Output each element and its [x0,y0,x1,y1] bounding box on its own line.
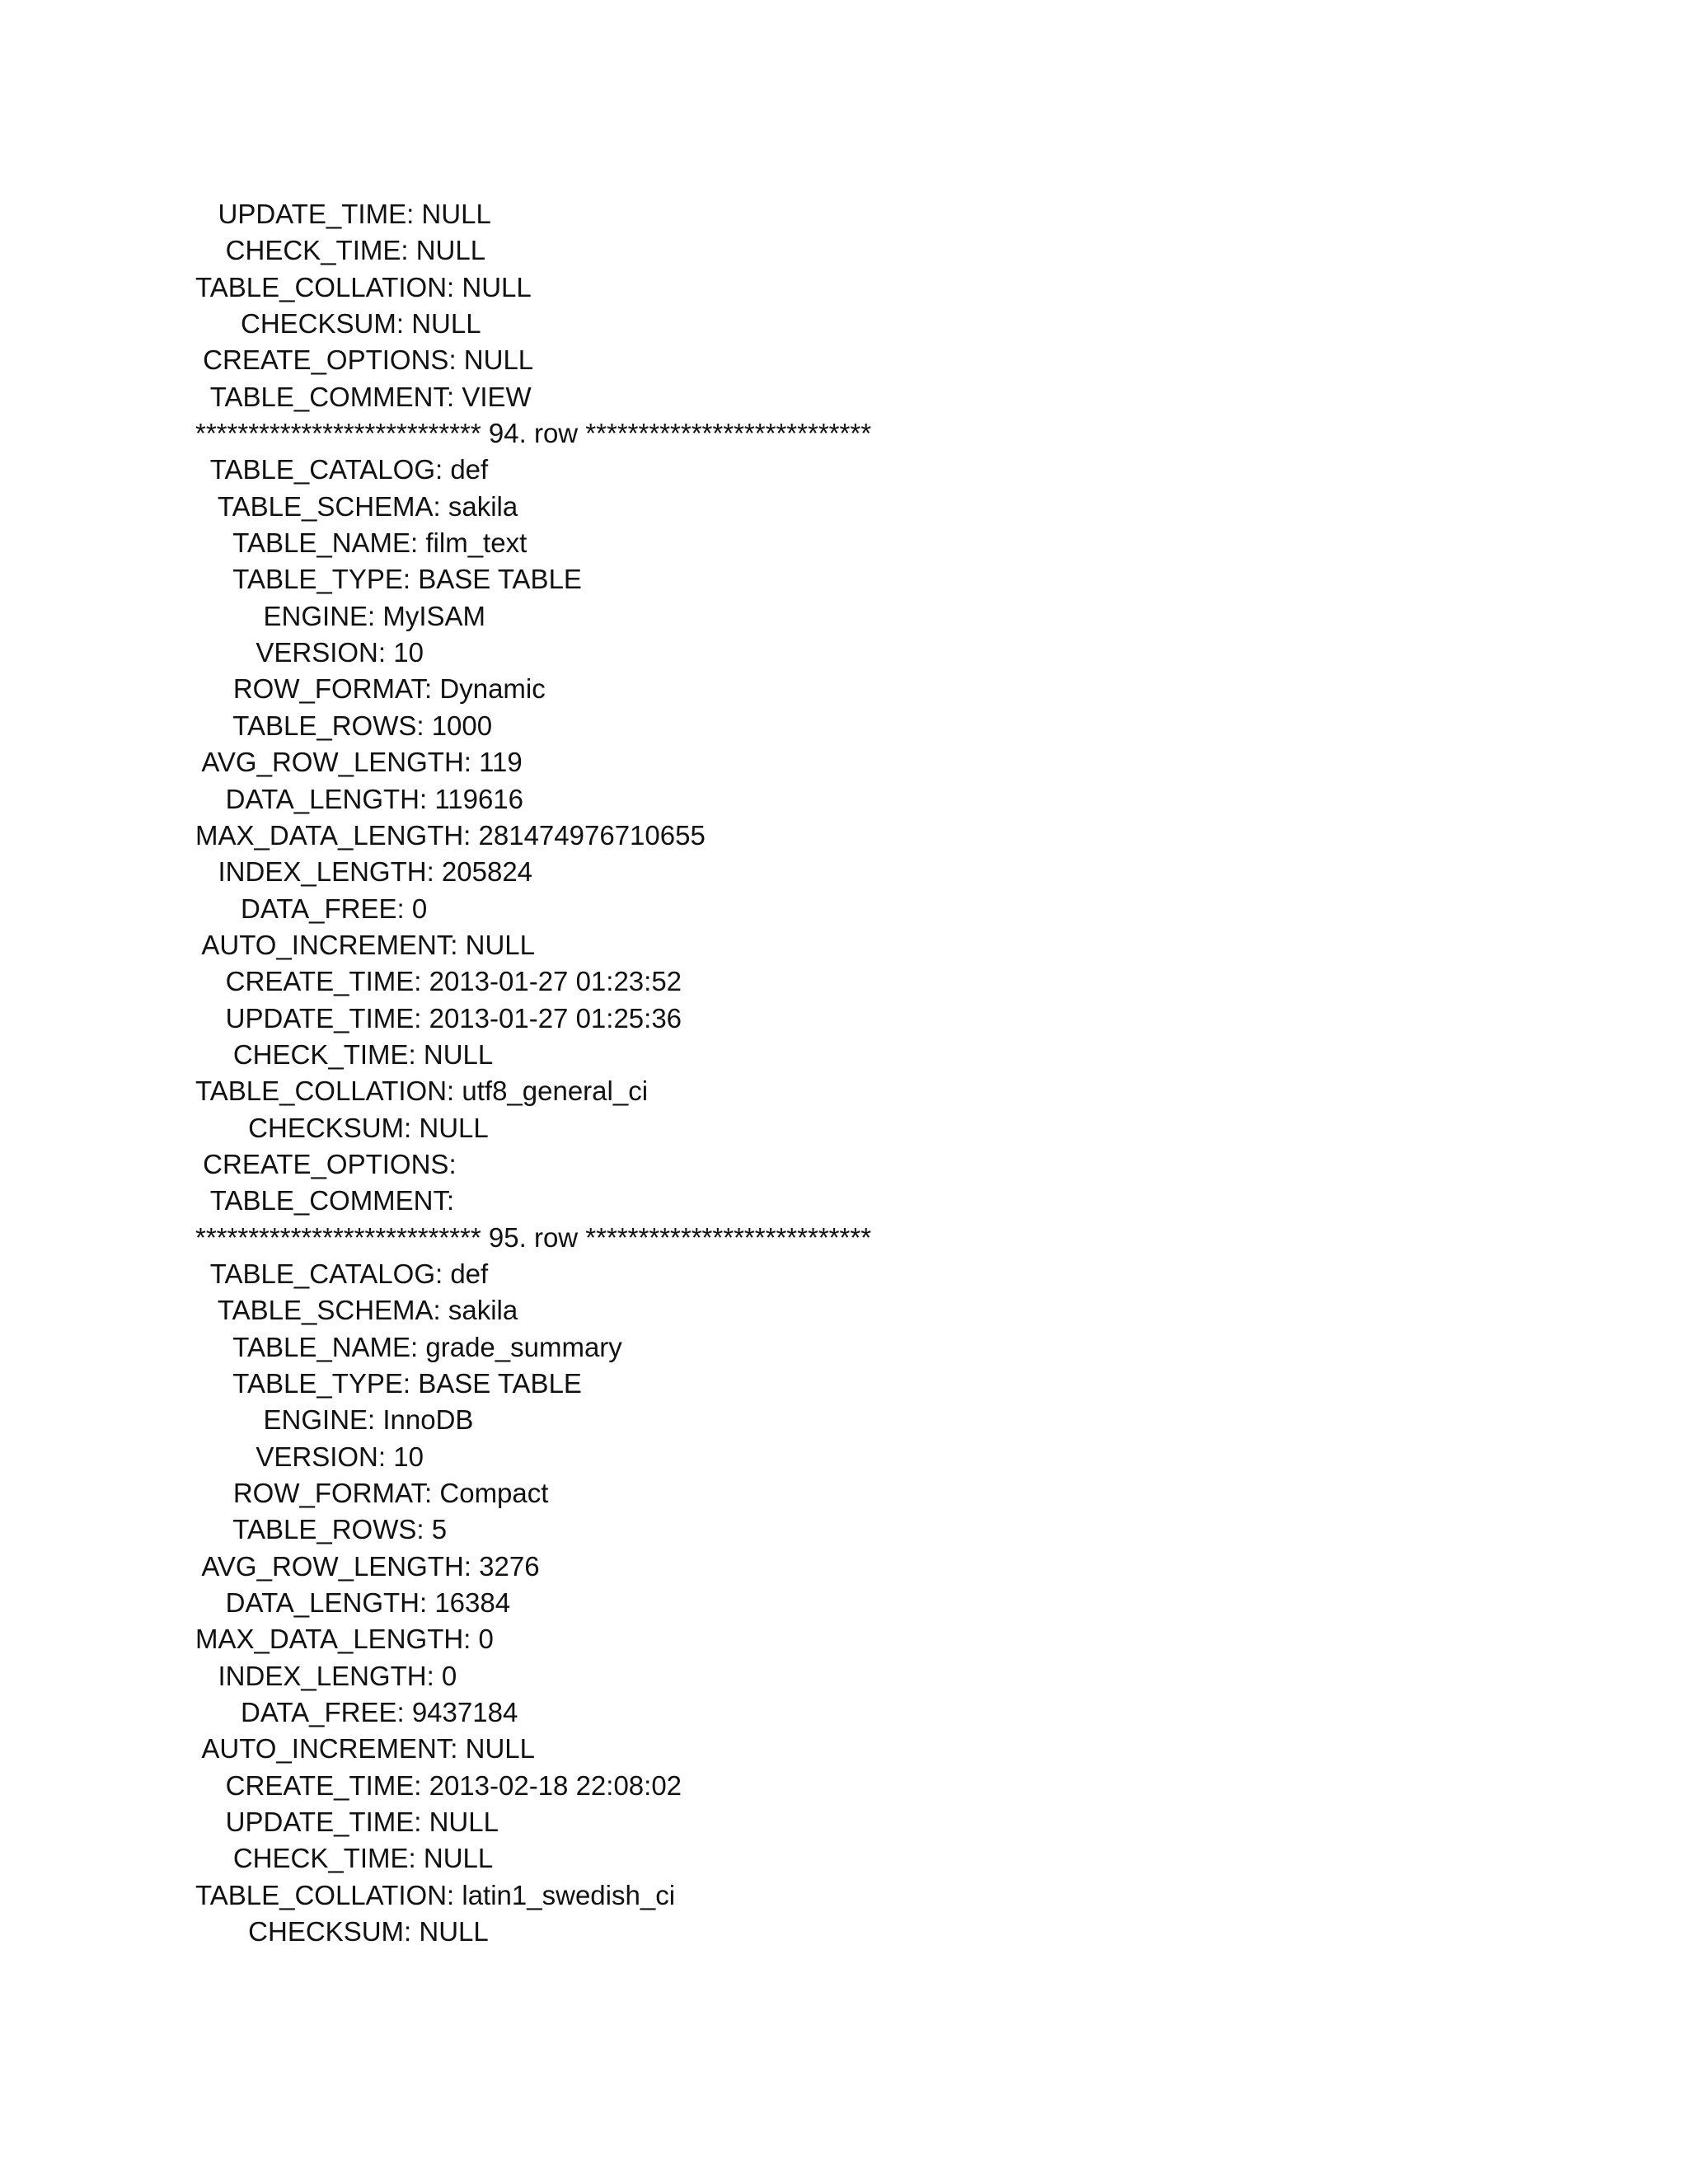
field-line: MAX_DATA_LENGTH: 0 [195,1624,494,1655]
field-line: DATA_FREE: 0 [195,893,428,924]
field-line: DATA_LENGTH: 16384 [195,1587,511,1619]
field-line: TABLE_SCHEMA: sakila [195,490,518,522]
field-line: TABLE_CATALOG: def [195,454,489,485]
field-line: ROW_FORMAT: Compact [195,1478,549,1509]
field-line: ROW_FORMAT: Dynamic [195,673,546,705]
field-line: INDEX_LENGTH: 0 [195,1660,457,1691]
row-separator: *************************** 95. row *************************** [195,1221,872,1253]
field-line: AVG_ROW_LENGTH: 3276 [195,1550,540,1582]
field-line: UPDATE_TIME: NULL [195,199,491,229]
field-line: TABLE_SCHEMA: sakila [195,1295,518,1326]
field-line: DATA_FREE: 9437184 [195,1697,518,1728]
query-output [195,196,871,1951]
field-line: TABLE_ROWS: 1000 [195,710,493,741]
field-line: AUTO_INCREMENT: NULL [195,1733,535,1765]
field-line: TABLE_COMMENT: [195,1185,455,1216]
field-line: INDEX_LENGTH: 205824 [195,856,533,888]
field-line: TABLE_COLLATION: utf8_general_ci [195,1076,649,1107]
field-line: CREATE_TIME: 2013-01-27 01:23:52 [195,966,682,997]
field-line: CREATE_TIME: 2013-02-18 22:08:02 [195,1769,682,1801]
field-line: ENGINE: MyISAM [195,600,486,631]
field-line: UPDATE_TIME: NULL [195,1807,499,1838]
field-line: TABLE_CATALOG: def [195,1258,489,1289]
field-line: CHECK_TIME: NULL [195,235,486,266]
field-line: CHECKSUM: NULL [195,1916,489,1947]
field-line: DATA_LENGTH: 119616 [195,783,523,814]
field-line: TABLE_NAME: grade_summary [195,1331,622,1362]
field-line: CHECK_TIME: NULL [195,1038,494,1070]
field-line: CHECKSUM: NULL [195,308,481,340]
field-line: TABLE_ROWS: 5 [195,1514,448,1545]
field-line: AUTO_INCREMENT: NULL [195,929,535,960]
field-line: CREATE_OPTIONS: [195,1148,457,1179]
field-line: UPDATE_TIME: 2013-01-27 01:25:36 [195,1002,682,1033]
field-line: VERSION: 10 [195,1441,424,1472]
field-line: CHECKSUM: NULL [195,1112,489,1143]
field-line: VERSION: 10 [195,637,424,668]
field-line: TABLE_TYPE: BASE TABLE [195,1368,582,1399]
field-line: TABLE_COLLATION: latin1_swedish_ci [195,1879,676,1910]
field-line: TABLE_COLLATION: NULL [195,271,532,302]
field-line: CHECK_TIME: NULL [195,1843,494,1874]
field-line: TABLE_COMMENT: VIEW [195,381,532,412]
field-line: AVG_ROW_LENGTH: 119 [195,747,523,778]
field-line: CREATE_OPTIONS: NULL [195,344,534,376]
field-line: MAX_DATA_LENGTH: 281474976710655 [195,819,706,851]
row-separator: *************************** 94. row *************************** [195,418,872,449]
field-line: ENGINE: InnoDB [195,1404,474,1436]
field-line: TABLE_NAME: film_text [195,527,528,559]
field-line: TABLE_TYPE: BASE TABLE [195,564,582,595]
